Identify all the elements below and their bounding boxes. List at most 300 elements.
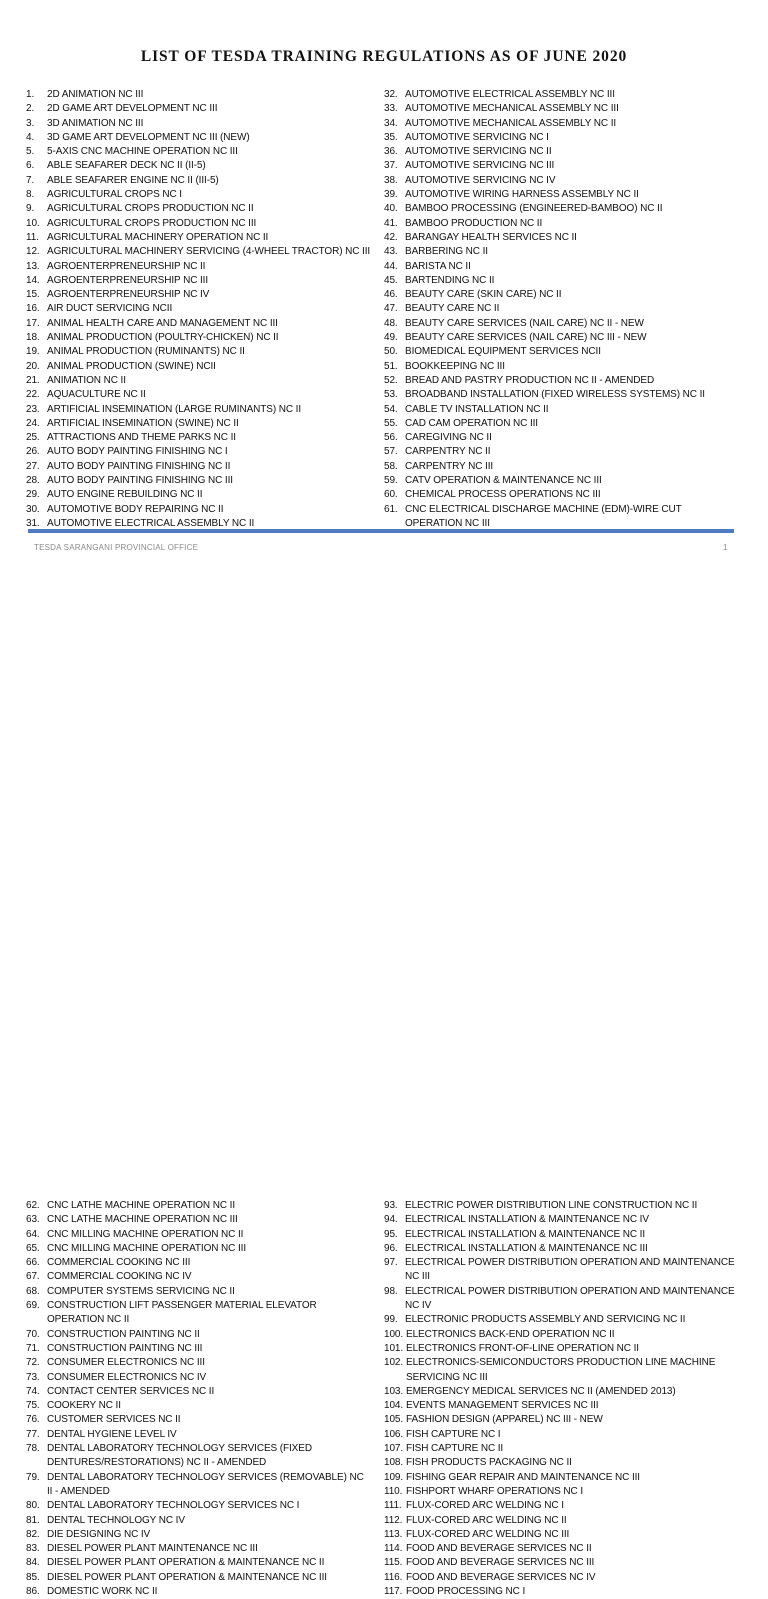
list-item-text: 2D GAME ART DEVELOPMENT NC III: [47, 103, 218, 115]
list-item-text: DENTAL LABORATORY TECHNOLOGY SERVICES (REMOVABLE) NC II - AMENDED: [47, 1471, 364, 1497]
list-item-text: BEAUTY CARE SERVICES (NAIL CARE) NC III - NEW: [405, 332, 647, 344]
list-item: [26, 274, 371, 288]
list-item-text: CNC MILLING MACHINE OPERATION NC III: [47, 1242, 247, 1254]
list-item-number: 66.: [26, 1257, 40, 1269]
list-item-text: ELECTRONIC PRODUCTS ASSEMBLY AND SERVICING NC II: [405, 1314, 686, 1326]
list-item-text: 2D ANIMATION NC III: [47, 89, 144, 100]
list-item: [26, 417, 371, 431]
list-item: [384, 88, 736, 102]
list-item-number: 28.: [26, 475, 40, 487]
list-item-text: AUTO BODY PAINTING FINISHING NC II: [47, 460, 231, 472]
list-item-text: ELECTRONICS BACK-END OPERATION NC II: [406, 1328, 615, 1340]
list-item-text: AGRICULTURAL MACHINERY OPERATION NC II: [47, 231, 269, 243]
list-item-number: 3.: [26, 117, 35, 129]
list-item-number: 97.: [384, 1257, 398, 1269]
list-item-number: 60.: [384, 489, 398, 501]
list-item-text: CAD CAM OPERATION NC III: [405, 417, 538, 429]
list-item: [26, 1542, 371, 1556]
list-item-text: BARTENDING NC II: [405, 274, 495, 286]
list-item-number: 54.: [384, 403, 398, 415]
list-item: [26, 174, 371, 188]
list-item-text: DIESEL POWER PLANT OPERATION & MAINTENANCE NC III: [47, 1571, 327, 1583]
list-item-number: 65.: [26, 1242, 40, 1254]
list-item-number: 81.: [26, 1514, 40, 1526]
list-item-text: DIESEL POWER PLANT OPERATION & MAINTENANCE NC II: [47, 1557, 325, 1569]
list-item-text: AUTOMOTIVE BODY REPAIRING NC II: [47, 503, 224, 515]
page1-right-column: [384, 88, 736, 531]
list-item-number: 49.: [384, 332, 398, 344]
list-item-text: CATV OPERATION & MAINTENANCE NC III: [405, 475, 602, 487]
list-item-number: 32.: [384, 89, 398, 100]
list-item-text: ANIMAL PRODUCTION (RUMINANTS) NC II: [47, 346, 245, 358]
list-item-text: BIOMEDICAL EQUIPMENT SERVICES NCII: [405, 346, 601, 358]
list-item-text: AUTO BODY PAINTING FINISHING NC I: [47, 446, 228, 458]
footer-text: TESDA SARANGANI PROVINCIAL OFFICE: [34, 543, 199, 552]
list-item-number: 13.: [26, 260, 40, 272]
list-item: [26, 1428, 371, 1442]
list-item-number: 111.: [384, 1500, 402, 1512]
list-item-number: 114.: [384, 1543, 403, 1555]
list-item-number: 15.: [26, 289, 40, 301]
list-item-number: 46.: [384, 289, 398, 301]
list-item-text: ANIMAL PRODUCTION (POULTRY-CHICKEN) NC II: [47, 332, 279, 344]
list-item-number: 44.: [384, 260, 398, 272]
list-item: [384, 317, 736, 331]
list-item-number: 72.: [26, 1357, 40, 1369]
list-item-number: 104.: [384, 1400, 404, 1412]
list-item: [26, 488, 371, 502]
list-item-number: 18.: [26, 332, 40, 344]
list-item-text: AGROENTERPRENEURSHIP NC III: [47, 274, 209, 286]
list-item-text: FOOD AND BEVERAGE SERVICES NC II: [406, 1543, 592, 1555]
list-item: [26, 88, 371, 102]
list-item: [384, 217, 736, 231]
list-item-text: AUTO ENGINE REBUILDING NC II: [47, 489, 203, 501]
list-item-number: 86.: [26, 1586, 40, 1598]
list-item: [26, 1356, 371, 1370]
list-item: [384, 345, 736, 359]
list-item-text: FLUX-CORED ARC WELDING NC I: [406, 1500, 564, 1512]
list-item: [26, 388, 371, 402]
list-item-number: 62.: [26, 1200, 40, 1211]
list-item: [26, 159, 371, 173]
list-item: [384, 374, 736, 388]
list-item: [26, 231, 371, 245]
list-item: [384, 1356, 736, 1385]
list-item-text: AGRICULTURAL MACHINERY SERVICING (4-WHEEL TRACTOR) NC III: [47, 246, 371, 258]
list-item-number: 35.: [384, 131, 398, 143]
list-item-number: 11.: [26, 231, 39, 243]
list-item: [384, 1499, 736, 1513]
list-item-number: 56.: [384, 432, 398, 444]
list-item-text: ANIMAL HEALTH CARE AND MANAGEMENT NC III: [47, 317, 278, 329]
list-item-text: ABLE SEAFARER ENGINE NC II (III-5): [47, 174, 219, 186]
list-item-number: 84.: [26, 1557, 40, 1569]
list-item: [26, 445, 371, 459]
list-item-number: 79.: [26, 1471, 40, 1483]
list-item-text: DOMESTIC WORK NC II: [47, 1586, 158, 1598]
list-item-number: 78.: [26, 1443, 40, 1455]
list-item-text: FOOD AND BEVERAGE SERVICES NC IV: [406, 1571, 596, 1583]
list-item-number: 68.: [26, 1285, 40, 1297]
list-item: [384, 102, 736, 116]
list-item-text: ARTIFICIAL INSEMINATION (SWINE) NC II: [47, 417, 239, 429]
list-item-number: 94.: [384, 1214, 398, 1226]
list-item-text: FISHING GEAR REPAIR AND MAINTENANCE NC III: [406, 1471, 640, 1483]
list-item-text: ELECTRONICS-SEMICONDUCTORS PRODUCTION LINE MACHINE SERVICING NC III: [406, 1357, 716, 1383]
list-item: [26, 1242, 371, 1256]
list-item-number: 39.: [384, 189, 398, 201]
list-item-text: AUTOMOTIVE WIRING HARNESS ASSEMBLY NC II: [405, 189, 639, 201]
list-item-number: 40.: [384, 203, 398, 215]
list-item-number: 8.: [26, 189, 35, 201]
list-item-number: 24.: [26, 417, 40, 429]
list-item: [26, 1528, 371, 1542]
list-item-number: 6.: [26, 160, 35, 172]
list-item-text: AGRICULTURAL CROPS PRODUCTION NC III: [47, 217, 257, 229]
list-item-number: 45.: [384, 274, 398, 286]
footer-rule: [28, 529, 734, 533]
list-item-number: 93.: [384, 1200, 398, 1211]
list-item-number: 108.: [384, 1457, 404, 1469]
list-item: [26, 1571, 371, 1585]
list-item-text: AUTOMOTIVE MECHANICAL ASSEMBLY NC II: [405, 117, 617, 129]
list-item: [384, 231, 736, 245]
list-item: [384, 117, 736, 131]
list-item: [384, 1442, 736, 1456]
list-item-number: 14.: [26, 274, 40, 286]
list-item-number: 76.: [26, 1414, 40, 1426]
list-item: [384, 188, 736, 202]
list-item-number: 57.: [384, 446, 398, 458]
list-item-text: CAREGIVING NC II: [405, 432, 492, 444]
list-item: [384, 1456, 736, 1470]
list-item: [384, 388, 736, 402]
list-item-text: CARPENTRY NC II: [405, 446, 491, 458]
list-item-number: 51.: [384, 360, 398, 372]
list-item-text: 3D GAME ART DEVELOPMENT NC III (NEW): [47, 131, 250, 143]
list-item-text: CHEMICAL PROCESS OPERATIONS NC III: [405, 489, 601, 501]
list-item-number: 109.: [384, 1471, 404, 1483]
list-item: [26, 1228, 371, 1242]
list-item-text: BARANGAY HEALTH SERVICES NC II: [405, 231, 577, 243]
list-item-text: COMPUTER SYSTEMS SERVICING NC II: [47, 1285, 235, 1297]
list-item-text: BAMBOO PRODUCTION NC II: [405, 217, 543, 229]
page-1: [0, 0, 768, 565]
list-item-text: ELECTRICAL INSTALLATION & MAINTENANCE NC III: [405, 1242, 648, 1254]
list-item-text: CNC ELECTRICAL DISCHARGE MACHINE (EDM)-WIRE CUT OPERATION NC III: [405, 503, 682, 529]
list-item: [384, 1428, 736, 1442]
list-item: [26, 131, 371, 145]
list-item: [26, 1285, 371, 1299]
list-item-number: 113.: [384, 1528, 403, 1540]
list-item: [384, 445, 736, 459]
list-item: [384, 1342, 736, 1356]
list-item-number: 67.: [26, 1271, 40, 1283]
list-item-number: 33.: [384, 103, 398, 115]
list-item-number: 36.: [384, 146, 398, 158]
list-item-number: 95.: [384, 1228, 398, 1240]
list-item-text: AUTOMOTIVE SERVICING NC IV: [405, 174, 556, 186]
list-item: [384, 1399, 736, 1413]
list-item-text: ELECTRICAL POWER DISTRIBUTION OPERATION AND MAINTENANCE NC III: [405, 1257, 735, 1283]
list-item-number: 27.: [26, 460, 40, 472]
list-item-text: BAMBOO PROCESSING (ENGINEERED-BAMBOO) NC II: [405, 203, 663, 215]
list-item-number: 47.: [384, 303, 398, 315]
list-item-number: 41.: [384, 217, 398, 229]
list-item-number: 61.: [384, 503, 398, 515]
list-item-number: 10.: [26, 217, 40, 229]
list-item: [384, 474, 736, 488]
list-item-text: BEAUTY CARE NC II: [405, 303, 500, 315]
list-item-number: 30.: [26, 503, 40, 515]
list-item: [384, 417, 736, 431]
page2-left-column: [26, 1199, 371, 1599]
list-item-number: 101.: [384, 1342, 404, 1354]
list-item: [384, 288, 736, 302]
list-item: [384, 1385, 736, 1399]
list-item-text: AGROENTERPRENEURSHIP NC IV: [47, 289, 210, 301]
list-item-text: ANIMAL PRODUCTION (SWINE) NCII: [47, 360, 216, 372]
list-item-text: FOOD AND BEVERAGE SERVICES NC III: [406, 1557, 595, 1569]
list-item-number: 7.: [26, 174, 35, 186]
list-item: [26, 1199, 371, 1213]
list-item-text: DENTAL TECHNOLOGY NC IV: [47, 1514, 185, 1526]
list-item-number: 102.: [384, 1357, 404, 1369]
list-item: [26, 431, 371, 445]
list-item-text: AUTOMOTIVE SERVICING NC III: [405, 160, 555, 172]
list-item: [384, 1471, 736, 1485]
list-item-text: EVENTS MANAGEMENT SERVICES NC III: [406, 1400, 599, 1412]
list-item: [384, 503, 736, 532]
list-item-text: FISH PRODUCTS PACKAGING NC II: [406, 1457, 572, 1469]
list-item-text: DIESEL POWER PLANT MAINTENANCE NC III: [47, 1543, 258, 1555]
list-item: [384, 302, 736, 316]
list-item-text: AUTOMOTIVE SERVICING NC II: [405, 146, 552, 158]
list-item-text: FLUX-CORED ARC WELDING NC III: [406, 1528, 570, 1540]
list-item-number: 55.: [384, 417, 398, 429]
list-item-text: CONSTRUCTION PAINTING NC III: [47, 1342, 203, 1354]
document-title: LIST OF TESDA TRAINING REGULATIONS AS OF JUNE 2020: [140, 48, 628, 65]
list-item-number: 69.: [26, 1300, 40, 1312]
list-item-text: ELECTRICAL POWER DISTRIBUTION OPERATION AND MAINTENANCE NC IV: [405, 1285, 735, 1312]
list-item-number: 115.: [384, 1557, 403, 1569]
list-item-text: FISH CAPTURE NC I: [406, 1428, 501, 1440]
list-item-text: DENTAL LABORATORY TECHNOLOGY SERVICES NC I: [47, 1500, 300, 1512]
list-item-text: COMMERCIAL COOKING NC III: [47, 1257, 191, 1269]
list-item-number: 105.: [384, 1414, 404, 1426]
list-item: [26, 260, 371, 274]
list-item: [384, 1199, 736, 1213]
list-item-text: ABLE SEAFARER DECK NC II (II-5): [47, 160, 206, 172]
list-item-number: 26.: [26, 446, 40, 458]
list-item-number: 83.: [26, 1543, 40, 1555]
list-item-number: 77.: [26, 1428, 40, 1440]
list-item-text: DIE DESIGNING NC IV: [47, 1528, 151, 1540]
list-item: [384, 1514, 736, 1528]
list-item: [26, 1256, 371, 1270]
list-item-text: CONSTRUCTION PAINTING NC II: [47, 1328, 200, 1340]
list-item: [26, 360, 371, 374]
list-item: [26, 403, 371, 417]
list-item: [26, 1299, 371, 1328]
list-item-text: BARBERING NC II: [405, 246, 488, 258]
list-item-text: AUTOMOTIVE ELECTRICAL ASSEMBLY NC III: [405, 89, 615, 100]
list-item: [384, 1256, 736, 1285]
list-item-number: 37.: [384, 160, 398, 172]
list-item: [26, 1585, 371, 1599]
list-item: [26, 202, 371, 216]
list-item: [384, 202, 736, 216]
list-item: [384, 1556, 736, 1570]
list-item: [384, 274, 736, 288]
list-item-number: 96.: [384, 1242, 398, 1254]
list-item: [26, 374, 371, 388]
list-item-text: CONSUMER ELECTRONICS NC III: [47, 1357, 205, 1369]
list-item: [26, 1442, 371, 1471]
list-item: [384, 1313, 736, 1327]
list-item-number: 4.: [26, 131, 35, 143]
list-item-number: 38.: [384, 174, 398, 186]
list-item-number: 73.: [26, 1371, 40, 1383]
list-item-number: 98.: [384, 1285, 398, 1297]
list-item-number: 117.: [384, 1586, 403, 1598]
list-item-number: 29.: [26, 489, 40, 501]
list-item-text: CNC LATHE MACHINE OPERATION NC II: [47, 1200, 236, 1211]
list-item: [384, 174, 736, 188]
list-item: [384, 145, 736, 159]
list-item-text: BARISTA NC II: [405, 260, 471, 272]
list-item: [26, 302, 371, 316]
list-item-text: ANIMATION NC II: [47, 374, 126, 386]
list-item-number: 34.: [384, 117, 398, 129]
list-item-number: 99.: [384, 1314, 398, 1326]
list-item: [26, 217, 371, 231]
list-item-text: AGROENTERPRENEURSHIP NC II: [47, 260, 206, 272]
list-item: [26, 1514, 371, 1528]
list-item-number: 53.: [384, 389, 398, 401]
list-item: [26, 331, 371, 345]
list-item-text: FISH CAPTURE NC II: [406, 1443, 504, 1455]
page-number: 1: [723, 543, 728, 552]
list-item-number: 110.: [384, 1485, 403, 1497]
list-item-number: 2.: [26, 103, 35, 115]
list-item: [384, 1413, 736, 1427]
list-item-number: 42.: [384, 231, 398, 243]
list-item-text: AUTO BODY PAINTING FINISHING NC III: [47, 475, 233, 487]
list-item-text: CNC LATHE MACHINE OPERATION NC III: [47, 1214, 238, 1226]
list-item-text: AUTOMOTIVE ELECTRICAL ASSEMBLY NC II: [47, 517, 255, 529]
list-item-number: 25.: [26, 432, 40, 444]
list-item-text: DENTAL HYGIENE LEVEL IV: [47, 1428, 177, 1440]
list-item: [26, 1371, 371, 1385]
list-item-number: 100.: [384, 1328, 404, 1340]
list-item-number: 16.: [26, 303, 40, 315]
list-item-number: 63.: [26, 1214, 40, 1226]
list-item-number: 58.: [384, 460, 398, 472]
list-item: [26, 1413, 371, 1427]
list-item: [384, 1213, 736, 1227]
list-item: [26, 1399, 371, 1413]
list-item-text: CARPENTRY NC III: [405, 460, 494, 472]
list-item-number: 5.: [26, 146, 35, 158]
list-item: [384, 488, 736, 502]
list-item-number: 12.: [26, 246, 40, 258]
list-item: [26, 102, 371, 116]
list-item-number: 50.: [384, 346, 398, 358]
list-item-text: ARTIFICIAL INSEMINATION (LARGE RUMINANTS) NC II: [47, 403, 302, 415]
list-item-text: FISHPORT WHARF OPERATIONS NC I: [406, 1485, 584, 1497]
list-item: [384, 1285, 736, 1314]
list-item: [384, 360, 736, 374]
list-item: [384, 431, 736, 445]
list-item-text: 3D ANIMATION NC III: [47, 117, 144, 129]
list-item-text: DENTAL LABORATORY TECHNOLOGY SERVICES (FIXED DENTURES/RESTORATIONS) NC II - AMENDED: [47, 1443, 312, 1469]
list-item-text: BOOKKEEPING NC III: [405, 360, 505, 372]
list-item: [384, 1228, 736, 1242]
list-item-number: 31.: [26, 517, 40, 529]
list-item-text: EMERGENCY MEDICAL SERVICES NC II (AMENDED 2013): [406, 1385, 676, 1397]
list-item-text: CONSUMER ELECTRONICS NC IV: [47, 1371, 207, 1383]
list-item: [26, 1213, 371, 1227]
page1-left-column: [26, 88, 371, 531]
list-item-number: 80.: [26, 1500, 40, 1512]
list-item-number: 48.: [384, 317, 398, 329]
list-item: [384, 260, 736, 274]
list-item-text: CABLE TV INSTALLATION NC II: [405, 403, 549, 415]
list-item-number: 82.: [26, 1528, 40, 1540]
list-item: [26, 117, 371, 131]
list-item: [384, 331, 736, 345]
list-item-number: 21.: [26, 374, 40, 386]
list-item-number: 9.: [26, 203, 35, 215]
list-item: [26, 503, 371, 517]
list-item-text: AGRICULTURAL CROPS PRODUCTION NC II: [47, 203, 254, 215]
list-item-text: ELECTRONICS FRONT-OF-LINE OPERATION NC II: [406, 1342, 639, 1354]
list-item-number: 107.: [384, 1443, 404, 1455]
list-item-number: 116.: [384, 1571, 403, 1583]
list-item: [26, 188, 371, 202]
list-item: [26, 1385, 371, 1399]
list-item-text: BROADBAND INSTALLATION (FIXED WIRELESS SYSTEMS) NC II: [405, 389, 705, 401]
list-item-number: 17.: [26, 317, 40, 329]
list-item: [384, 245, 736, 259]
list-item-text: CNC MILLING MACHINE OPERATION NC II: [47, 1228, 244, 1240]
list-item-text: 5-AXIS CNC MACHINE OPERATION NC III: [47, 146, 238, 158]
list-item: [26, 288, 371, 302]
list-item-number: 19.: [26, 346, 40, 358]
list-item: [26, 474, 371, 488]
list-item-number: 22.: [26, 389, 40, 401]
list-item: [384, 131, 736, 145]
list-item-text: ELECTRICAL INSTALLATION & MAINTENANCE NC II: [405, 1228, 646, 1240]
list-item: [26, 1328, 371, 1342]
list-item-text: FLUX-CORED ARC WELDING NC II: [406, 1514, 567, 1526]
list-item: [384, 1571, 736, 1585]
list-item-text: AUTOMOTIVE SERVICING NC I: [405, 131, 549, 143]
list-item-number: 59.: [384, 475, 398, 487]
list-item: [26, 460, 371, 474]
list-item: [384, 1528, 736, 1542]
list-item-text: AIR DUCT SERVICING NCII: [47, 303, 173, 315]
list-item: [26, 1556, 371, 1570]
list-item-text: AUTOMOTIVE MECHANICAL ASSEMBLY NC III: [405, 103, 619, 115]
list-item: [384, 1242, 736, 1256]
list-item-text: BEAUTY CARE SERVICES (NAIL CARE) NC II - NEW: [405, 317, 644, 329]
list-item: [26, 1471, 371, 1500]
list-item-number: 52.: [384, 374, 398, 386]
list-item-number: 75.: [26, 1400, 40, 1412]
